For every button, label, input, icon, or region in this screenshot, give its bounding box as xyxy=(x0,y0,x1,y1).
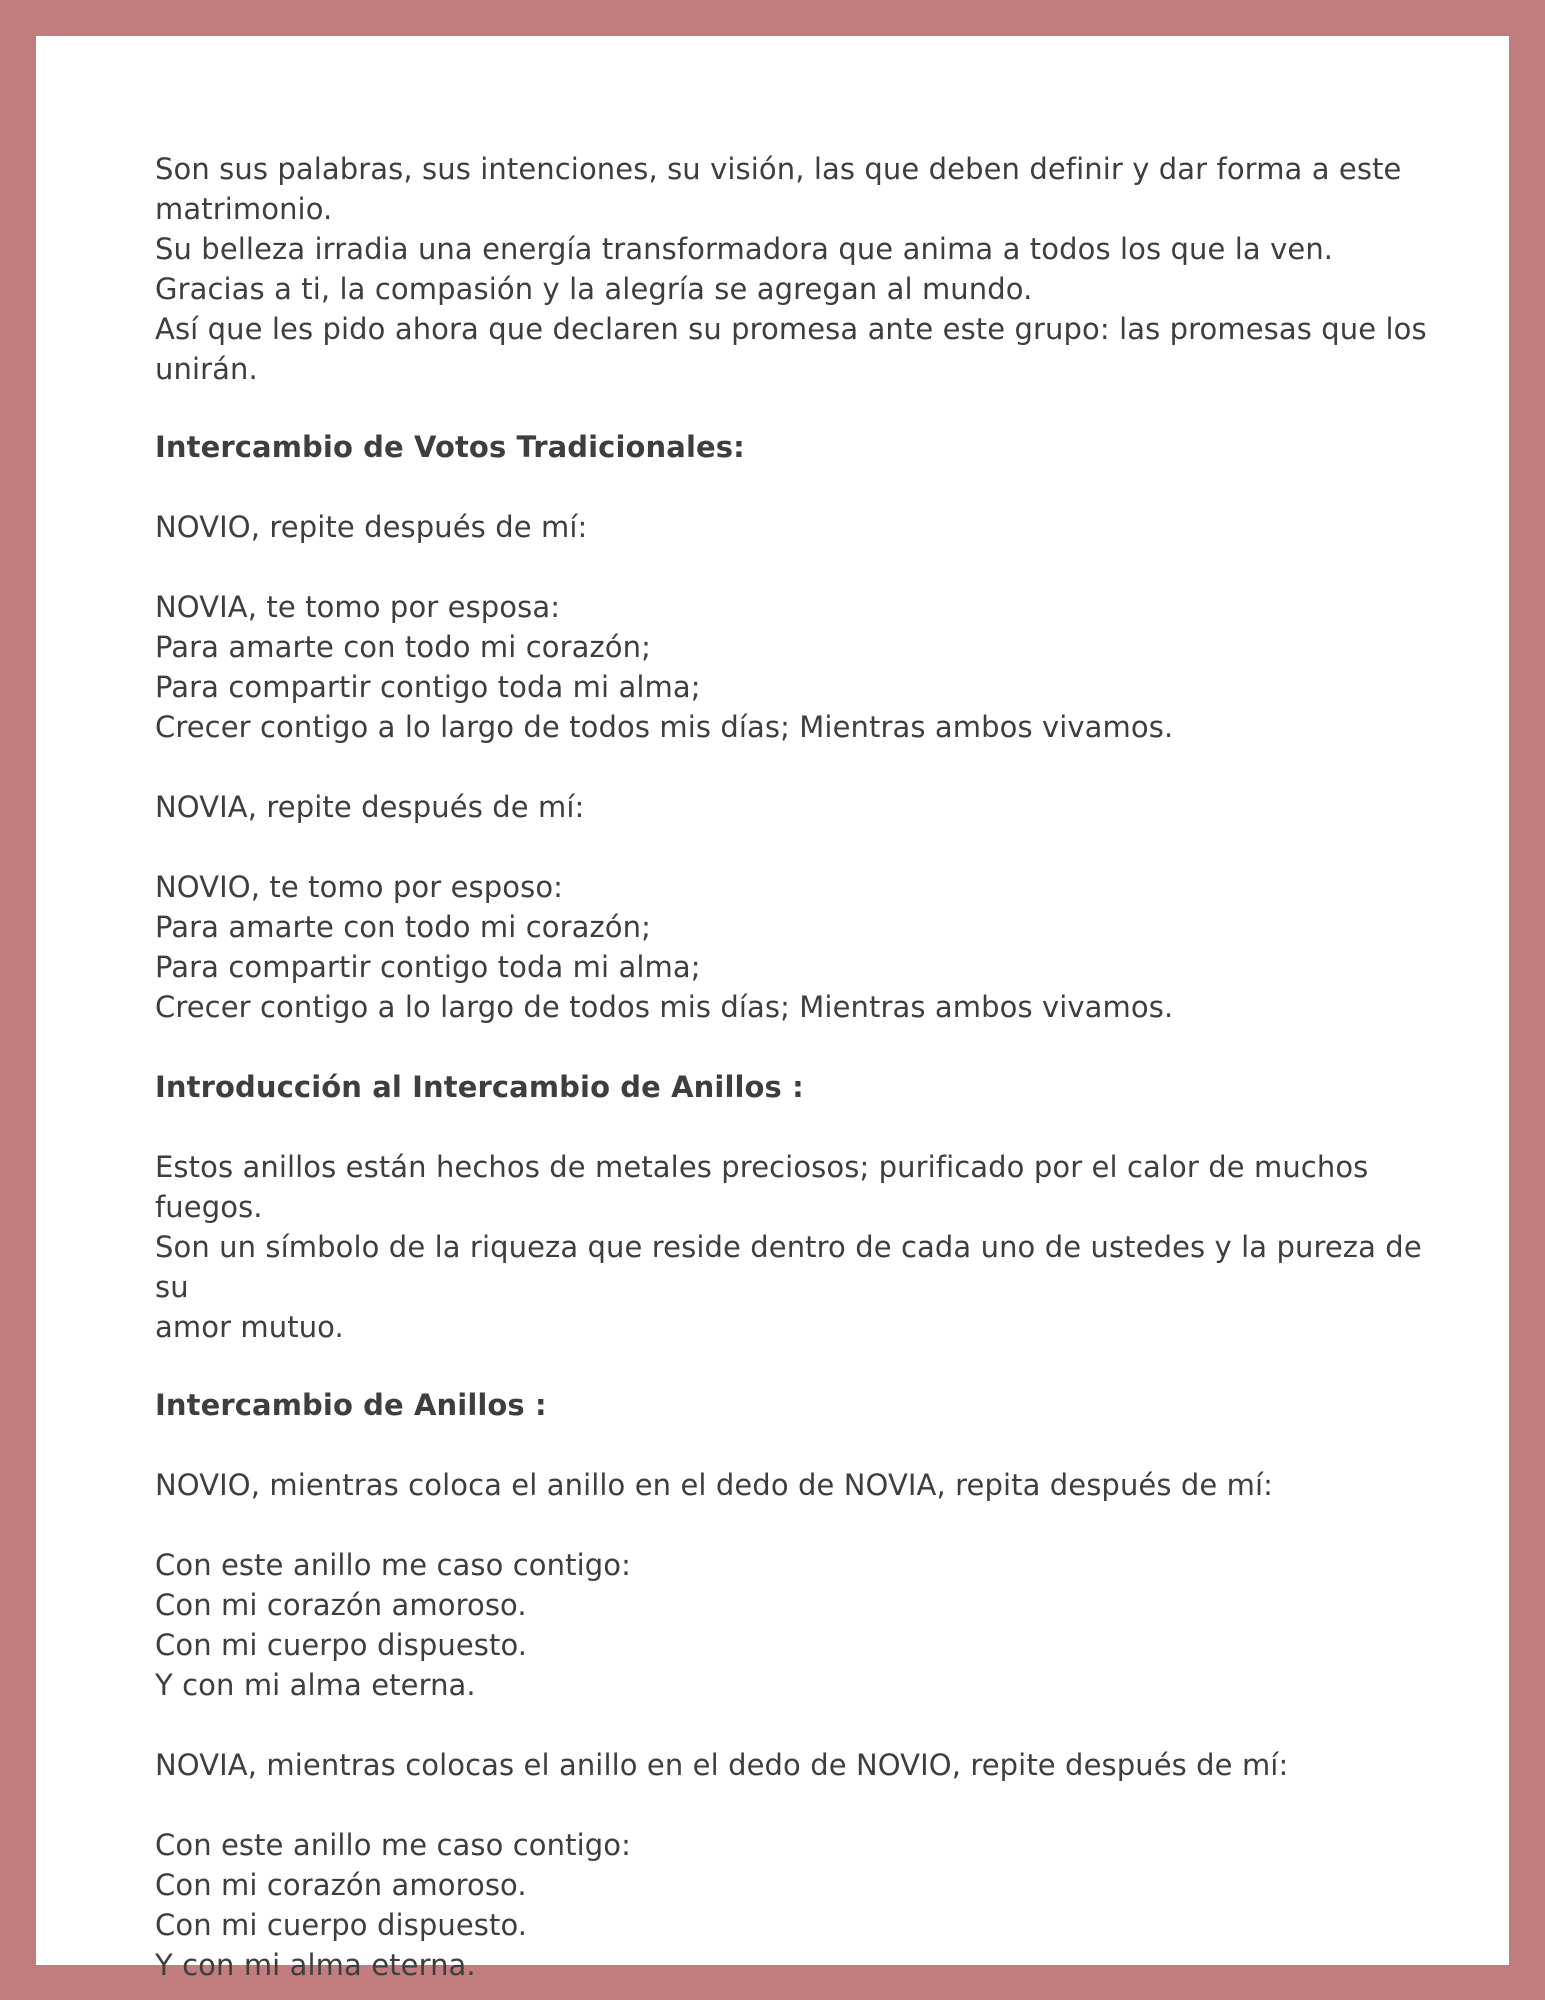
intro-line: unirán. xyxy=(155,352,258,386)
intro-line: Gracias a ti, la compasión y la alegría se agregan al mundo. xyxy=(155,272,1033,306)
groom-ring-prompt: NOVIO, mientras coloca el anillo en el dedo de NOVIA, repita después de mí: xyxy=(155,1468,1274,1502)
groom-vow-line: Para amarte con todo mi corazón; xyxy=(155,630,652,664)
section-heading-rings-exchange: Intercambio de Anillos : xyxy=(155,1388,547,1422)
groom-ring-line: Con este anillo me caso contigo: xyxy=(155,1548,631,1582)
groom-prompt: NOVIO, repite después de mí: xyxy=(155,510,588,544)
intro-line: matrimonio. xyxy=(155,192,333,226)
bride-vow-line: Crecer contigo a lo largo de todos mis días; Mientras ambos vivamos. xyxy=(155,990,1174,1024)
groom-vow-line: NOVIA, te tomo por esposa: xyxy=(155,590,561,624)
rings-intro-line: Estos anillos están hechos de metales preciosos; purificado por el calor de muchos fuegos. xyxy=(155,1150,1378,1224)
bride-vow-line: NOVIO, te tomo por esposo: xyxy=(155,870,564,904)
document-page xyxy=(36,36,1509,1982)
intro-line: Así que les pido ahora que declaren su promesa ante este grupo: las promesas que los xyxy=(155,312,1427,346)
bride-ring-line: Y con mi alma eterna. xyxy=(155,1948,476,1982)
bride-ring-line: Con este anillo me caso contigo: xyxy=(155,1828,631,1862)
groom-ring-line: Con mi corazón amoroso. xyxy=(155,1588,527,1622)
bride-vow-line: Para compartir contigo toda mi alma; xyxy=(155,950,701,984)
bride-vow-line: Para amarte con todo mi corazón; xyxy=(155,910,652,944)
groom-ring-line: Con mi cuerpo dispuesto. xyxy=(155,1628,528,1662)
groom-vow-line: Crecer contigo a lo largo de todos mis días; Mientras ambos vivamos. xyxy=(155,710,1174,744)
section-heading-vows: Intercambio de Votos Tradicionales: xyxy=(155,430,745,464)
bride-prompt: NOVIA, repite después de mí: xyxy=(155,790,585,824)
bride-ring-line: Con mi cuerpo dispuesto. xyxy=(155,1908,528,1942)
intro-line: Son sus palabras, sus intenciones, su visión, las que deben definir y dar forma a este xyxy=(155,152,1402,186)
intro-line: Su belleza irradia una energía transformadora que anima a todos los que la ven. xyxy=(155,232,1334,266)
bride-ring-line: Con mi corazón amoroso. xyxy=(155,1868,527,1902)
groom-vow-line: Para compartir contigo toda mi alma; xyxy=(155,670,701,704)
bride-ring-prompt: NOVIA, mientras colocas el anillo en el dedo de NOVIO, repite después de mí: xyxy=(155,1748,1289,1782)
rings-intro-line: amor mutuo. xyxy=(155,1310,344,1344)
groom-ring-line: Y con mi alma eterna. xyxy=(155,1668,476,1702)
document-body xyxy=(155,149,1445,1985)
rings-intro-line: Son un símbolo de la riqueza que reside dentro de cada uno de ustedes y la pureza de su xyxy=(155,1230,1432,1304)
section-heading-rings-intro: Introducción al Intercambio de Anillos : xyxy=(155,1070,804,1104)
